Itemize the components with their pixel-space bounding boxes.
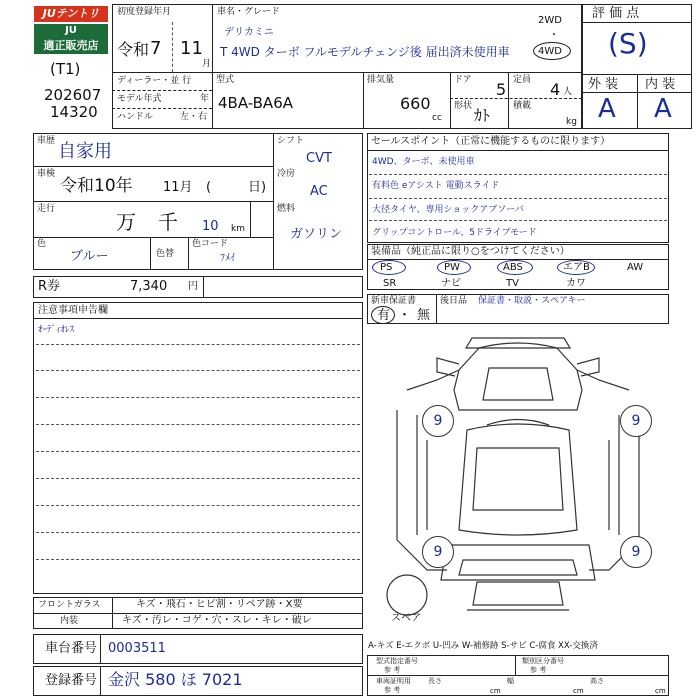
drive-4wd-circle [533,42,571,60]
tire-depth-rear-left: 9 [422,536,454,568]
dealer-code: (T1) [50,60,81,78]
door-label: ドア [454,75,472,85]
shaken-month: 11月 [163,180,193,195]
fuel-value: ガソリン [290,227,343,242]
tire-depth-rear-right: 9 [620,536,652,568]
registration-value: 金沢 580 ほ 7021 [108,670,243,689]
sales-point-1: 4WD、ターボ、未使用車 [372,157,475,167]
rating-score: (S) [608,27,648,60]
auction-number-1: 202607 [44,86,102,104]
vehicle-cert-ref: 参 考 [384,686,401,694]
class-number-ref: 参 考 [530,666,547,674]
model-label: 型式 [216,75,235,85]
tire-depth-front-left: 9 [422,405,454,437]
front-glass-text: キズ・飛石・ヒビ割・リペア跡・X要 [136,599,303,610]
grade-line2: T 4WD ターボ フルモデルチェンジ後 届出済未使用車 [220,45,510,59]
equip-abs-circle [497,260,533,275]
grade-line1: デリカミニ [224,27,274,38]
sales-point-2: 有料色 eアシスト 電動スライド [372,181,500,191]
type-designation-label: 型式指定番号 [376,657,418,665]
front-glass-label: フロントガラス [38,600,101,610]
first-reg-year: 7 [150,38,162,59]
width-unit: cm [573,687,584,695]
equip-aw: AW [627,262,644,273]
mileage-man: 万 [116,210,136,234]
aircon-label: 冷房 [277,169,296,179]
color-value: ブルー [70,249,109,264]
drive-2wd: 2WD [538,15,562,26]
fuel-label: 燃料 [277,204,296,214]
shaken-day-open: ( [206,180,212,195]
type-designation-ref: 参 考 [384,666,401,674]
warranty-yes-circle [371,306,395,324]
width-label: 幅 [507,677,514,685]
sales-point-4: グリップコントロール、5ドライブモード [372,228,537,238]
length-label: 長さ [428,677,442,685]
ju-tentori-logo: JUテントリ [34,6,108,22]
mileage-label: 走行 [37,204,56,214]
first-reg-month-unit: 月 [202,59,212,69]
first-reg-era: 令和 [117,40,150,59]
handle-value: 左・右 [180,112,208,122]
ju-certified-label: 適正販売店 [34,38,108,54]
equip-pw-circle [437,260,471,275]
history-label: 車歴 [37,136,56,146]
equip-abs: ABS [503,262,523,273]
capacity-unit: 人 [563,87,573,97]
door-value: 5 [496,80,507,99]
after-items-value: 保証書・取説・スペアキー [478,296,586,306]
shift-value: CVT [306,151,332,166]
mileage-sen: 千 [158,210,178,234]
aircon-value: AC [310,184,328,199]
equip-sr: SR [383,278,397,289]
equip-pw: PW [444,262,460,273]
vehicle-info-grid [112,4,582,129]
displacement-value: 660 [400,94,431,113]
history-value: 自家用 [58,141,112,162]
rating-label: 評 価 点 [592,6,640,21]
interior-label: 内 装 [645,77,676,92]
exterior-grade: A [598,94,616,124]
warranty-label: 新車保証書 [371,296,417,306]
interior-text: キズ・汚レ・コゲ・穴・スレ・キレ・破レ [122,615,312,626]
recycle-value: 7,340 [130,279,168,294]
color-label: 色 [37,239,47,249]
after-items-label: 後日品 [440,296,468,306]
load-unit: kg [566,117,577,127]
damage-legend: A-キズ E-エクボ U-凹み W-補修跡 S-サビ C-腐食 XX-交換済 [368,641,598,651]
recycle-unit: 円 [188,281,198,292]
mileage-value: 10 [202,219,219,234]
first-reg-label: 初度登録年月 [117,7,172,17]
handle-label: ハンドル [117,112,154,122]
recycle-box [33,276,363,298]
warranty-yes: 有 [377,308,391,323]
first-reg-month: 11 [180,38,203,59]
height-unit: cm [655,687,666,695]
car-condition-diagram [367,330,669,628]
shaken-label: 車検 [37,169,56,179]
sales-point-3: 大径タイヤ、専用ショックアブソーバ [372,205,524,215]
equip-ps: PS [380,262,393,273]
color-code-value: ﾌﾒｲ [220,253,235,264]
chassis-value: 0003511 [108,641,166,656]
registration-label: 登録番号 [45,673,98,688]
equipment-title: 装備品（純正品に限り○をつけてください） [371,246,570,257]
shape-label: 形状 [454,101,473,111]
equip-ps-circle [372,260,406,275]
shaken-day-unit: 日) [248,180,267,195]
notes-text: ｵｰﾃﾞｨｵﾚｽ [38,325,75,335]
chassis-label: 車台番号 [45,641,98,656]
warranty-dot: ・ [398,308,412,323]
exterior-label: 外 装 [588,77,619,92]
shape-value: ｶﾄ [474,106,491,125]
model-year-label: モデル年式 [117,94,162,104]
auction-number-2: 14320 [50,103,98,121]
model-year-unit: 年 [200,94,210,104]
recycle-label: R券 [38,279,61,294]
model-value: 4BA-BA6A [218,94,293,112]
notes-title: 注意事項申告欄 [38,305,108,316]
color-change-label: 色替 [156,249,175,259]
equip-airbag: エアB [563,262,590,273]
class-number-label: 類別区分番号 [522,657,564,665]
equip-tv: TV [506,278,519,289]
capacity-label: 定員 [513,75,532,85]
interior-label: 内装 [60,616,79,626]
tire-depth-front-right: 9 [620,405,652,437]
ju-emblem: JU [34,24,108,38]
equip-navi: ナビ [441,278,461,289]
vehicle-cert-label: 車両証明用 [376,677,411,685]
equip-airbag-circle [557,260,595,275]
warranty-no: 無 [417,308,431,323]
grade-label: 車名・グレード [217,7,281,17]
spare-label: スペア [391,613,421,624]
color-code-label: 色コード [192,239,229,249]
height-label: 高さ [590,677,604,685]
shaken-value: 令和10年 [60,176,133,196]
drive-4wd: 4WD [538,46,562,57]
displacement-label: 排気量 [367,75,395,85]
interior-grade: A [654,94,672,124]
equip-leather: カワ [566,278,586,289]
load-label: 積載 [513,101,532,111]
mileage-unit: km [231,224,245,234]
length-unit: cm [490,687,501,695]
sales-points-title: セールスポイント（正常に機能するものに限ります） [371,136,611,147]
displacement-unit: cc [432,113,442,123]
capacity-value: 4 [550,80,561,99]
logo-block [28,4,112,124]
notes-box [33,302,363,594]
shift-label: シフト [277,136,305,146]
drive-dot: ・ [549,30,559,41]
dealer-label: ディーラー・並 行 [117,76,192,86]
